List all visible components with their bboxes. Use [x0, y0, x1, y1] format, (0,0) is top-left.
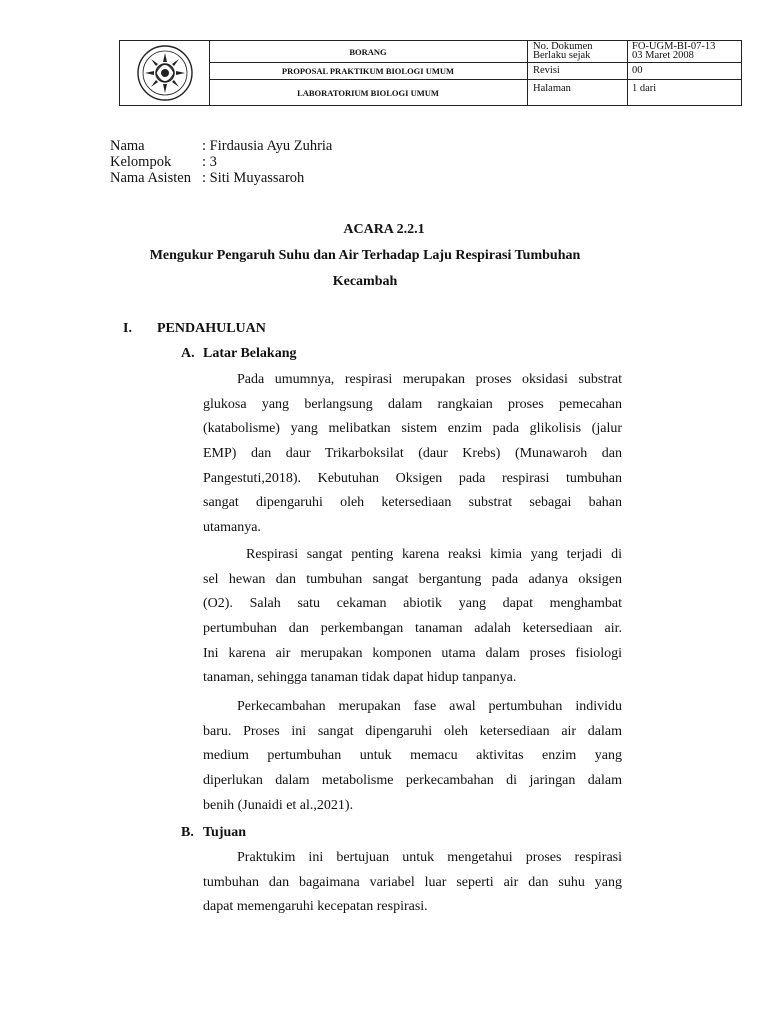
paragraph-objective: [203, 846, 622, 920]
text-line: baru. Proses ini sangat dipengaruhi oleh ketersediaan air dalam: [203, 723, 622, 739]
meta-value: FO-UGM-BI-07-13: [632, 41, 716, 52]
text-line: Perkecambahan merupakan fase awal pertumbuhan individu: [237, 699, 622, 714]
meta-key: Revisi: [533, 65, 560, 76]
text-line: EMP) dan daur Trikarboksilat (daur Krebs) (Munawaroh dan: [203, 446, 622, 462]
text-line: (O2). Salah satu cekaman abiotik yang dapat menghambat: [203, 596, 622, 612]
text-line: medium pertumbuhan untuk memacu aktivitas enzim yang: [203, 748, 622, 764]
text-line: Pangestuti,2018). Kebutuhan Oksigen pada respirasi tumbuhan: [203, 470, 622, 486]
identity-row-assistant: [110, 170, 332, 186]
text-line: (katabolisme) yang melibatkan sistem enzim pada glikolisis (jalur: [203, 421, 622, 437]
section-number: I.: [123, 321, 132, 336]
text-line: glukosa yang berlangsung dalam rangkaian proses pemecahan: [203, 396, 622, 412]
paragraph-background-3: [203, 695, 622, 818]
meta-row-revision: [528, 63, 742, 80]
subsection-heading-b: [181, 825, 246, 841]
text-line: benih (Junaidi et al.,2021).: [203, 797, 354, 813]
student-identity: [110, 138, 332, 186]
text-line: Praktukim ini bertujuan untuk mengetahui proses respirasi: [237, 850, 622, 865]
subsection-number: A.: [181, 346, 195, 361]
meta-key: No. Dokumen: [533, 41, 593, 52]
meta-row-page: [528, 80, 742, 105]
text-line: pertumbuhan dan perkembangan tanaman adalah ketersediaan air.: [203, 621, 622, 637]
acara-title: ACARA 2.2.1: [343, 222, 425, 237]
identity-key: Nama: [110, 138, 145, 154]
subsection-heading-a: [181, 346, 296, 362]
subsection-title: Tujuan: [203, 825, 247, 840]
lab-title: LABORATORIUM BIOLOGI UMUM: [297, 87, 439, 98]
text-line: diperlukan dalam metabolisme perkecambahan di jaringan dalam: [203, 773, 622, 789]
form-title: BORANG: [349, 46, 387, 57]
paragraph-background-1: [203, 368, 622, 541]
text-line: dapat memengaruhi kecepatan respirasi.: [203, 899, 428, 915]
subsection-title: Latar Belakang: [203, 346, 297, 361]
text-line: Ini karena air merupakan komponen utama dalam proses fisiologi: [203, 645, 622, 661]
meta-value: 1 dari: [632, 83, 657, 94]
meta-value: 03 Maret 2008: [632, 50, 694, 61]
identity-value: : 3: [202, 154, 217, 170]
identity-value: : Firdausia Ayu Zuhria: [202, 138, 333, 154]
section-heading: [123, 321, 266, 337]
text-line: Pada umumnya, respirasi merupakan proses oksidasi substrat: [237, 372, 622, 387]
document-meta-grid: [527, 41, 742, 105]
text-line: sel hewan dan tumbuhan sangat bergantung pada adanya oksigen: [203, 571, 622, 587]
proposal-title: PROPOSAL PRAKTIKUM BIOLOGI UMUM: [281, 66, 455, 76]
meta-value: 00: [632, 65, 643, 76]
meta-row-document: [528, 41, 742, 63]
paragraph-background-2: [203, 543, 622, 691]
identity-key: Nama Asisten: [110, 170, 191, 186]
identity-value: : Siti Muyassaroh: [202, 170, 305, 186]
text-line: Respirasi sangat penting karena reaksi kimia yang terjadi di: [246, 547, 622, 562]
university-seal-icon: [136, 44, 194, 102]
identity-key: Kelompok: [110, 154, 172, 170]
experiment-title: [110, 243, 620, 295]
identity-row-group: [110, 154, 332, 170]
experiment-title-line: Kecambah: [332, 274, 398, 289]
experiment-title-line: Mengukur Pengaruh Suhu dan Air Terhadap Laju Respirasi Tumbuhan: [149, 248, 581, 263]
document-header-table: [119, 40, 742, 106]
text-line: utamanya.: [203, 520, 261, 536]
text-line: tanaman, sehingga tanaman tidak dapat hidup tanpanya.: [203, 670, 517, 686]
text-line: sangat dipengaruhi oleh ketersediaan substrat sebagai bahan: [203, 495, 622, 511]
university-logo-cell: [120, 41, 210, 105]
proposal-title-cell: [209, 63, 527, 80]
subsection-number: B.: [181, 825, 194, 840]
section-title: PENDAHULUAN: [157, 321, 266, 336]
meta-key: Berlaku sejak: [533, 50, 591, 61]
text-line: tumbuhan dan bagaimana variabel luar seperti air dan suhu yang: [203, 874, 622, 890]
meta-key: Halaman: [533, 83, 571, 94]
identity-row-name: [110, 138, 332, 154]
lab-title-cell: [209, 80, 527, 105]
form-title-cell: [209, 41, 527, 63]
